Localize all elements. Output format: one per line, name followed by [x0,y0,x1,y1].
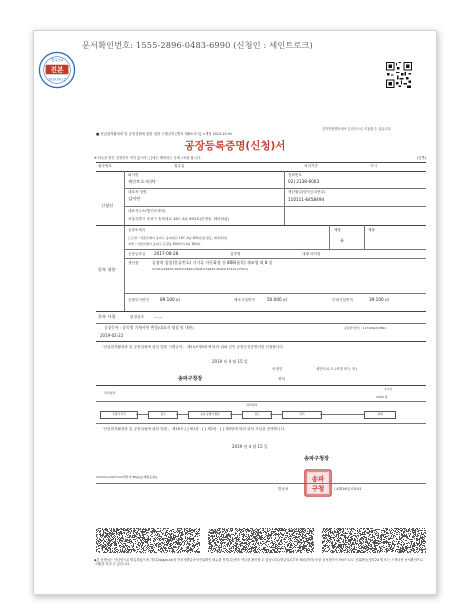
document-confirm-number: 문서확인번호: 1555-2896-0483-6990 (신청인 : 세인트로크) [82,40,313,50]
scale-label: 제품 [334,228,341,232]
page-side-note: (앞쪽) [417,156,426,160]
processing-period-value: 즉시 [370,164,377,168]
business-value: 대량 의약품 [302,252,321,256]
fee-label: 수수료 [384,387,393,391]
representative-value: 김서연 [128,196,141,201]
registration-section-label: 등록 내용 [98,267,116,272]
address-label: 대표자주소(법인소재지) [128,209,166,213]
area-label: 공장부지면적 [128,298,149,302]
verification-footer: ◆본 증명서는 인터넷으로 발급되었으며, 정부24(gov.kr)의 인터넷발급문서진위확인 메뉴를 통해 위·변조 여부를 확인할 수 있습니다.(발급일로부터 90일까지) 또한 문서하단의 바코드로도 진위확인(정부24 앱 또는 스캐너용 문서확인프로그램)을 하실 수 있습니다. [94,558,423,567]
building-value: 50.000 ㎡ [267,297,288,302]
seal-center-text: 진본 [50,66,64,75]
company-value: 세인트로크(주) [128,179,156,184]
instruction-note: ※ 어두운 란은 신청인이 적지 않으며, [ ]에는 해당되는 곳에 √표를 합니다. [94,156,202,160]
process-step: 등록 증명서 발급 [188,411,232,419]
location-label: 공장소재지 [128,228,146,232]
svg-text:구청: 구청 [311,484,325,493]
product-value: 공장의 업종(분류번호) 기기류 자동화장 등 806(품목) 제조업 외 8 종 [152,260,273,265]
representative-label: 대표자 성명 [128,190,147,194]
phone-label: 전화번호 [288,173,302,177]
process-step: 접수 [148,411,178,419]
change-date-value: — — [154,315,163,319]
receipt-number-label: 접수번호 [98,164,112,168]
area-value: 89.100 ㎡ [160,297,181,302]
barcode-icon [322,528,426,553]
issue-label: 발송처 [278,487,289,491]
document-title: 공장등록증명(신청)서 [184,140,286,152]
location-value-lot: 지번 : 서울특별시 송파구 문정동 634번지 A동 803호 [128,242,201,246]
ancillary-value: 39.100 ㎡ [369,297,390,302]
row-line [96,483,426,484]
qr-code-icon [386,62,412,88]
online-notice: 전자민원센터에서 온라인으로 신청할 수 있습니다. [322,127,392,131]
seal-bottom-text: 2019.04.15 [48,77,66,82]
paper-spec: 210mm×297mm[백상지 80g/㎡(재활용품)] [96,475,158,479]
document-sheet [33,30,437,595]
applicant-mid-divider [284,171,285,225]
location-value-road: 도로명 : 서울특별시 송파구 송파대로 167, A동 803호(문정동, 테라타워) [128,236,227,240]
recipient-authority: 송파구청장 [178,376,203,382]
process-label: 처리절차 [246,403,258,407]
flow-arrow [230,414,242,415]
row-line [124,206,426,207]
flow-arrow [320,414,364,415]
scale-check-label: 제품 [368,228,375,232]
registration-date-value: 2017-08-28 [154,251,179,256]
ancillary-label: 부대시설면적 [332,298,353,302]
history-bottom-border [96,341,426,342]
row-line [96,401,426,402]
birth-value: 110111-6458494 [288,197,325,202]
phone-value: 02) 2138-6003 [288,179,320,184]
process-step: 신청서 작성 [100,411,138,419]
birth-label: 생년월일(법인등록번호) [288,190,326,194]
receipt-date-label: 접수일 [174,164,185,168]
address-value: 서울특별시 송파구 송파대로 167, A동 803호(문정동, 테라타워) [128,217,230,221]
processing-period-label: 처리기간 [304,164,318,168]
business-label: 업종명 [230,252,241,256]
seal-top-text: 정부24 [50,57,64,63]
attachment-label: 처리절차 [104,391,116,395]
application-date: 2019 년 4 월 15 일 [212,359,248,364]
change-section-label: 등록 사항 [98,314,116,319]
product-code: (27219,26410,26219,26421,26410,26420,26429,27212,27213) [152,267,248,271]
row-line [124,258,426,259]
company-label: 회사명 [128,173,139,177]
row-line [124,249,426,250]
col-line [364,225,365,249]
flow-arrow [176,414,188,415]
applicant-signature-label: 신청인 [272,367,283,371]
change-date-label: 변경일자 [130,315,144,319]
factory-management-number: 공장관리번호 : 1171002272801 [344,326,387,330]
registration-date-label: 공장등록일 [128,252,146,256]
issue-value: / 4월16일 03:51 [334,487,362,491]
row-line [96,385,426,386]
row-line [124,188,426,189]
certificate-statement: 「산업집적활성화 및 공장설립에 관한 법률」 제16조 [ ] 제1항 · [ ] 제2항 · [ ] 제3항에 따라 위의 사실을 증명합니다. [100,427,286,431]
registration-divider [124,225,125,311]
row-line [124,293,426,294]
process-step: 처리 [282,411,322,419]
product-label: 생산품 [128,261,139,265]
registration-bottom-border [96,311,426,312]
certificate-issuer: 송파구청장 [304,456,330,462]
change-date: 2019-02-22 [100,333,124,338]
applicant-bottom-border [96,225,426,226]
row-line [96,323,426,324]
fee-value: 1000 원 [376,395,388,399]
building-label: 제조시설면적 [234,298,255,302]
process-step: 결재 [364,411,396,419]
certificate-date: 2019 년 4 월 15 일 [232,444,268,449]
receipt-row-border [96,171,426,172]
process-step: 검토 [242,411,272,419]
table-top-border [96,162,426,163]
form-reference-line: ■ 산업집적활성화 및 공장설립에 관한 법률 시행규칙 [별지 제8호서식] <개정 2013.10.9> [96,132,233,136]
col-line [329,225,330,249]
certification-seal-icon [38,51,76,89]
application-statement: 「산업집적활성화 및 공장설립에 관한 법률 시행규칙」 제12조제3항에 따라 위와 같이 공장등록증명서를 신청합니다. [100,345,284,349]
scale-value: 유 [340,238,345,243]
barcode-icon [96,528,200,553]
barcode-icon [208,528,314,553]
applicant-signature-value: 세인트로크 (서명 또는 인) [316,367,357,371]
recipient-suffix: 귀하 [278,377,285,381]
svg-text:송파: 송파 [311,475,325,484]
applicant-section-label: 신청인 [101,203,114,208]
flow-arrow [136,414,148,415]
registered-note: 공장등록 : 종목별 기재사항 변경(대표자 명칭 및 내용) [104,325,194,330]
row-line [96,423,426,424]
flow-arrow [270,414,282,415]
